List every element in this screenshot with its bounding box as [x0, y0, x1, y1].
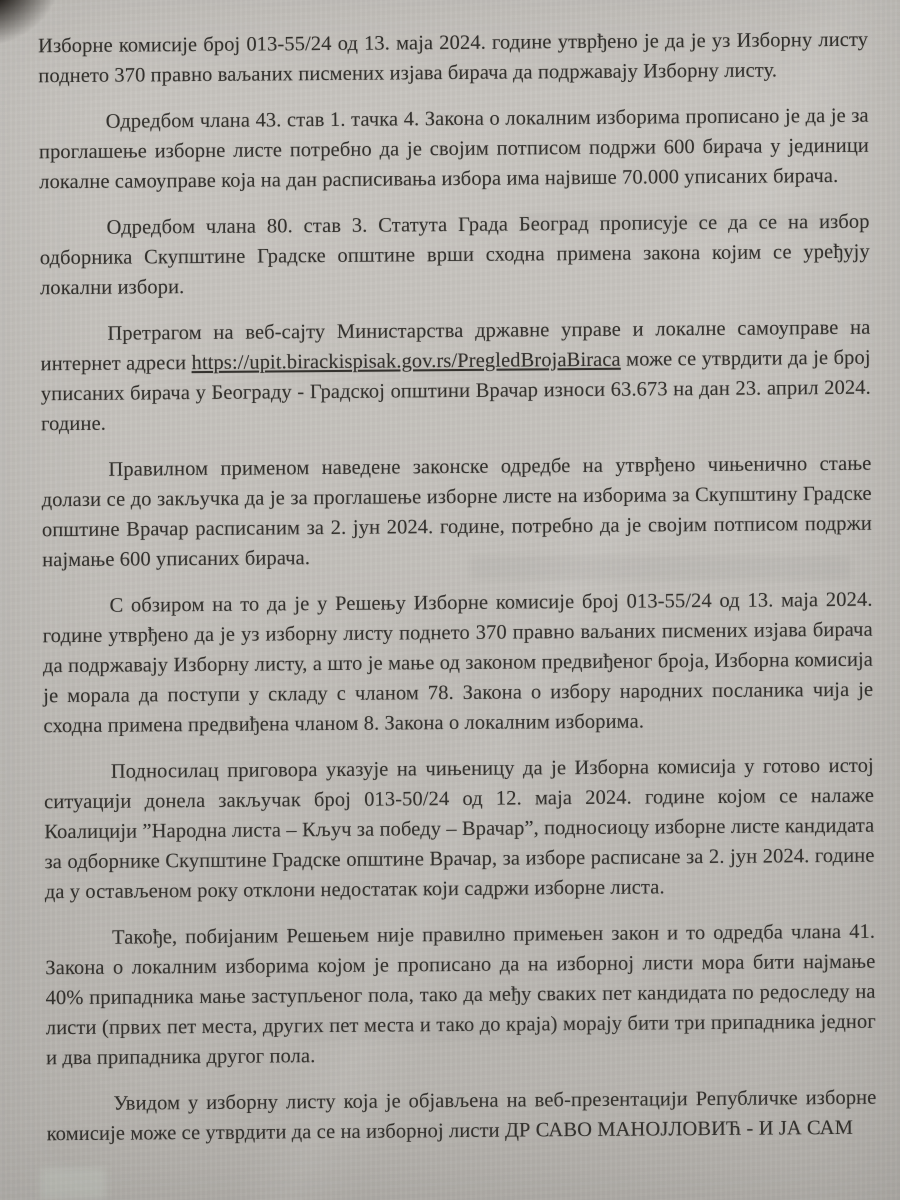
paragraph-1: Изборне комисије број 013-55/24 од 13. маја 2024. године утврђено је да је уз Изборну листу поднето 370 правно ваљаних писмених изјава бирача да подржавају Изборну листу. — [38, 28, 869, 88]
paragraph-6: С обзиром на то да је у Решењу Изборне комисије број 013-55/24 од 13. маја 2024. године утврђено да је уз изборну листу поднето 370 правно ваљаних писмених изјава бирача да подржавају Изборну листу, а што је мање од законом предвиђеног броја, Изборна комисија је морала да поступи у складу с чланом 78. Закона о избору народних посланика чија је сходна примена предвиђена чланом 8. Закона о локалним изборима. — [42, 588, 874, 738]
registry-url-text: https://upit.birackispisak.gov.rs/PregledBrojaBiraca — [191, 348, 621, 375]
paragraph-4-lead: Претрагом на веб-сајту Министарства државне управе и локалне самоуправе на интернет адреси — [40, 316, 871, 376]
paragraph-8: Такође, побијаним Решењем није правилно примењен закон и то одредба члана 41. Закона о локалним изборима којом је прописано да на изборној листи мора бити најмање 40% припадника мање заступљеног пола, тако да међу сваких пет кандидата по редоследу на листи (првих пет места, других пет места и тако до краја) морају бити три припадника једног и два припадника другог пола. — [45, 920, 876, 1070]
paragraph-3: Одредбом члана 80. став 3. Статута Града Београд прописује се да се на избор одборника Скупштине Градске општине врши сходна примена закона којим се уређују локални избори. — [39, 210, 870, 300]
paragraph-2: Одредбом члана 43. став 1. тачка 4. Закона о локалним изборима прописано је да је за проглашење изборне листе потребно да је својим потписом подржи 600 бирача у јединици локалне самоуправе која на дан расписивања избора има највише 70.000 уписаних бирача. — [38, 104, 870, 194]
paper-light-patch — [40, 1168, 106, 1200]
paragraph-4-tail: може се утврдити да је број уписаних бирача у Београду - Градској општини Врачар износи 63.673 на дан 23. април 2024. године. — [40, 346, 871, 436]
paragraph-5: Правилном применом наведене законске одредбе на утврђено чињенично стање долази се до закључка да је за проглашење изборне листе на изборима за Скупштину Градске општине Врачар расписаним за 2. јун 2024. године, потребно да је својим потписом подржи најмање 600 уписаних бирача. — [41, 452, 872, 572]
paragraph-7: Подносилац приговора указује на чињеницу да је Изборна комисија у готово истој ситуацији донела закључак број 013-50/24 од 12. маја 2024. године којом се налаже Коалицији ”Народна листа – Кључ за победу – Врачар”, подносиоцу изборне листе кандидата за одборнике Скупштине Градске општине Врачар, за изборе расписане за 2. јун 2024. године да у остављеном року отклони недостатак који садржи изборне листа. — [43, 754, 875, 904]
page-text — [38, 25, 877, 1165]
paragraph-4 — [40, 313, 871, 440]
paragraph-9: Увидом у изборну листу која је објављена на веб-презентацији Републичке изборне комисије може се утврдити да се на изборној листи ДР САВО МАНОЈЛОВИЋ - И ЈА САМ — [46, 1086, 877, 1146]
